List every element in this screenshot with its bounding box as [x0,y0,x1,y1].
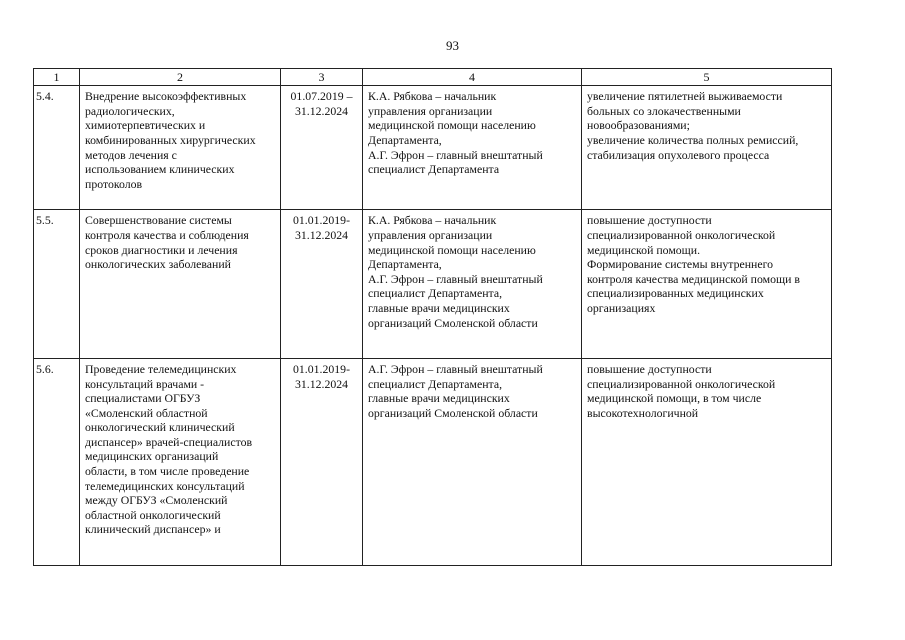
result-cell: увеличение пятилетней выживаемости больных со злокачественными новообразованиями; увеличение количества полных ремиссий, стабилизация опухолевого процесса [582,86,832,210]
activity-cell: Проведение телемедицинских консультаций врачами - специалистами ОГБУЗ «Смоленский областной онкологический клинический диспансер» врачей-специалистов медицинских организаций области, в том числе проведение телемедицинских консультаций между ОГБУЗ «Смоленский областной онкологический клинический диспансер» и [80,358,281,565]
period-cell: 01.01.2019- 31.12.2024 [281,210,363,358]
header-col-4: 4 [363,69,582,86]
row-number: 5.5. [34,210,80,358]
row-number: 5.4. [34,86,80,210]
activity-cell: Совершенствование системы контроля качества и соблюдения сроков диагностики и лечения онкологических заболеваний [80,210,281,358]
table-row [34,210,832,358]
header-col-3: 3 [281,69,363,86]
table-row [34,86,832,210]
responsible-cell: К.А. Рябкова – начальник управления организации медицинской помощи населению Департамента, А.Г. Эфрон – главный внештатный специалист Департамента, главные врачи медицинских организаций Смоленской области [363,210,582,358]
period-cell: 01.07.2019 – 31.12.2024 [281,86,363,210]
table-header-row [34,69,832,86]
header-col-5: 5 [582,69,832,86]
plan-table [33,68,832,566]
responsible-cell: А.Г. Эфрон – главный внештатный специалист Департамента, главные врачи медицинских организаций Смоленской области [363,358,582,565]
result-cell: повышение доступности специализированной онкологической медицинской помощи, в том числе высокотехнологичной [582,358,832,565]
page-number: 93 [446,38,459,53]
header-col-2: 2 [80,69,281,86]
period-cell: 01.01.2019- 31.12.2024 [281,358,363,565]
activity-cell: Внедрение высокоэффективных радиологических, химиотерпевтических и комбинированных хирургических методов лечения с использованием клинических протоколов [80,86,281,210]
header-col-1: 1 [34,69,80,86]
responsible-cell: К.А. Рябкова – начальник управления организации медицинской помощи населению Департамента, А.Г. Эфрон – главный внештатный специалист Департамента [363,86,582,210]
table-row [34,358,832,565]
row-number: 5.6. [34,358,80,565]
result-cell: повышение доступности специализированной онкологической медицинской помощи. Формирование системы внутреннего контроля качества медицинской помощи в специализированных медицинских организациях [582,210,832,358]
